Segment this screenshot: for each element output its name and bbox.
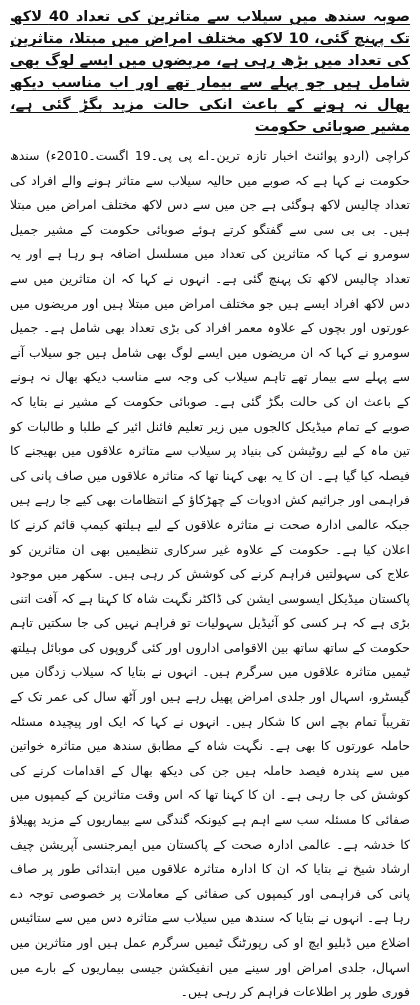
- headline-text: صوبہ سندھ میں سیلاب سے متاثرین کی تعداد 40 لاکھ تک پہنچ گئی، 10 لاکھ مختلف امراض میں مبتلا، متاثرین کی تعداد میں بڑھ رہی ہے، مریضوں میں ایسے لوگ بھی شامل ہیں جو پہلے سے بیمار تھے اور اب مناسب دیکھ بھال نہ ہونے کے باعث انکی حالت مزید بگڑ گئی ہے، مشیر صوبائی حکومت: [10, 9, 410, 135]
- article-headline: [10, 6, 410, 138]
- article-body: کراچی (اردو پوائنٹ اخبار تازہ ترین۔اے پی پی۔19 اگست۔2010ء) سندھ حکومت نے کہا ہے کہ صوبے میں حالیہ سیلاب سے متاثر ہونے والے افراد کی تعداد چالیس لاکھ ہوگئی ہے جن میں سے دس لاکھ مختلف امراض میں مبتلا ہیں۔ بی بی سی سے گفتگو کرتے ہوئے صوبائی حکومت کے مشیر جمیل سومرو نے کہا کہ متاثرین کی تعداد میں مسلسل اضافہ ہو رہا ہے اور یہ تعداد چالیس لاکھ تک پہنچ گئی ہے۔ انہوں نے کہا کہ ان متاثرین میں سے دس لاکھ افراد ایسے ہیں جو مختلف امراض میں مبتلا ہیں اور مریضوں میں عورتوں اور بچوں کے علاوہ معمر افراد کی بڑی تعداد بھی شامل ہے۔ جمیل سومرو نے کہا کہ ان مریضوں میں ایسے لوگ بھی شامل ہیں جو سیلاب آنے سے پہلے سے بیمار تھے تاہم سیلاب کی وجہ سے مناسب دیکھ بھال نہ ہونے کے باعث ان کی حالت بگڑ گئی ہے۔ صوبائی حکومت کے مشیر نے بتایا کہ صوبے کے تمام میڈیکل کالجوں میں زیر تعلیم فائنل ائیر کے طلبا و طالبات کو تین ماہ کے لیے روٹیشن کی بنیاد پر سیلاب سے متاثرہ علاقوں میں بھیجنے کا فیصلہ کیا گیا ہے۔ ان کا یہ بھی کہنا تھا کہ متاثرہ علاقوں میں صاف پانی کی فراہمی اور جراثیم کش ادویات کے چھڑکاؤ کے انتظامات بھی کیے جا رہے ہیں جبکہ عالمی ادارہ صحت نے متاثرہ علاقوں کے لیے ہیلتھ کیمپ قائم کرنے کا اعلان کیا ہے۔ حکومت کے علاوہ غیر سرکاری تنظیمیں بھی ان متاثرین کو علاج کی سہولتیں فراہم کرنے کی کوشش کر رہی ہیں۔ سکھر میں موجود پاکستان میڈیکل ایسوسی ایشن کی ڈاکٹر نگہت شاہ کا کہنا ہے کہ آفت اتنی بڑی ہے کہ ہر کسی کو آئیڈیل سہولیات تو فراہم نہیں کی جا سکتیں تاہم حکومت کے ساتھ ساتھ بین الاقوامی اداروں اور کئی گروپوں کی موبائل ہیلتھ ٹیمیں متاثرہ علاقوں میں سرگرم ہیں۔ انہوں نے بتایا کہ سیلاب زدگان میں گیسٹرو، اسہال اور جلدی امراض پھیل رہے ہیں اور آٹھ سال کی عمر تک کے تقریباً تمام بچے اس کا شکار ہیں۔ انہوں نے کہا کہ ایک اور پیچیدہ مسئلہ حاملہ عورتوں کا بھی ہے۔ نگہت شاہ کے مطابق سندھ میں متاثرہ خواتین میں سے پندرہ فیصد حاملہ ہیں جن کی دیکھ بھال کے اقدامات کرنے کی کوشش کی جا رہی ہے۔ ان کا کہنا تھا کہ اس وقت متاثرین کے کیمپوں میں صفائی کا مسئلہ سب سے اہم ہے کیونکہ گندگی سے بیماریوں کے مزید پھیلاؤ کا خدشہ ہے۔ عالمی ادارہ صحت کے پاکستان میں ایمرجنسی آپریشن چیف ارشاد شیخ نے بتایا کہ ان کا ادارہ متاثرہ علاقوں میں ابتدائی طور پر صاف پانی کی فراہمی اور کیمپوں کی صفائی کے معاملات پر خصوصی توجہ دے رہا ہے۔ انہوں نے بتایا کہ سندھ میں سیلاب سے متاثرہ دس میں سے ستائیس اضلاع میں ڈبلیو ایچ او کی رپورٹنگ ٹیمیں سرگرم عمل ہیں اور متاثرین میں اسہال، جلدی امراض اور سینے میں انفیکشن جیسی بیماریوں کے بارے میں فوری طور پر اطلاعات فراہم کر رہی ہیں۔: [10, 148, 411, 1000]
